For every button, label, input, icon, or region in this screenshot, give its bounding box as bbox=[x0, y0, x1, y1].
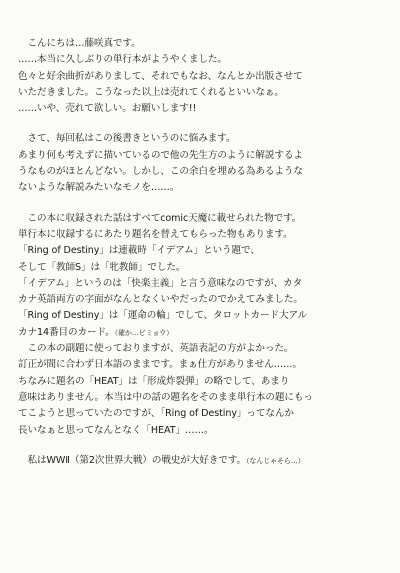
text-line: うなものがほとんどない。しかし、この余白を埋める為あるような bbox=[18, 166, 303, 178]
paragraph-titles bbox=[18, 211, 382, 341]
text-line: 訂正が間に合わず日本語のままです。まぁ仕方がありません……。 bbox=[18, 359, 303, 371]
paragraph-gap bbox=[18, 439, 382, 453]
paragraph-gap bbox=[18, 117, 382, 131]
text-line: あまり何も考えずに描いているので他の先生方のように解説するよ bbox=[18, 149, 303, 161]
paragraph-afterword bbox=[18, 131, 382, 196]
text-line: この本の副題に使っておりますが、英語表記の方がよかった。 bbox=[18, 343, 294, 355]
text-line-main: 私はWWⅡ（第2次世界大戦）の戦史が大好きです。 bbox=[18, 454, 246, 466]
text-line: さて、毎回私はこの後書きというのに悩みます。 bbox=[18, 133, 236, 145]
text-line: ちなみに題名の「HEAT」は「形成炸裂弾」の略でして、あまり bbox=[18, 375, 290, 387]
text-line: ……本当に久しぶりの単行本がようやくました。 bbox=[18, 54, 227, 66]
text-line: 「Ring of Destiny」は「運命の輪」でして、タロットカード大アル bbox=[18, 310, 308, 322]
text-line: カナ英語両方の字面がなんとなくいやだったのでかえてみました。 bbox=[18, 294, 303, 306]
paragraph-subtitle bbox=[18, 341, 382, 439]
paragraph-greeting bbox=[18, 36, 382, 117]
text-line: この本に収録された話はすべてcomic天魔に載せられた物です。 bbox=[18, 212, 302, 224]
text-line: 意味はありません。本当は中の話の題名をそのまま単行本の題にもっ bbox=[18, 391, 313, 403]
text-line: ないような解説みたいなモノを……。 bbox=[18, 182, 180, 194]
paragraph-ww2 bbox=[18, 453, 382, 469]
text-line: そして「教師S」は「牝教師」でした。 bbox=[18, 261, 186, 273]
text-line: 単行本に収録するにあたり題名を替えてもらった物もあります。 bbox=[18, 228, 293, 240]
afterword-text bbox=[18, 36, 382, 469]
paragraph-gap bbox=[18, 197, 382, 211]
text-line: ……いや、売れて欲しい。お願いします!! bbox=[18, 103, 197, 115]
text-line: てこようと思っていたのですが、「Ring of Destiny」ってなんか bbox=[18, 408, 294, 420]
text-line: 色々と好余曲折がありまして、それでもなお、なんとか出版させて bbox=[18, 70, 303, 82]
text-line: 「イデアム」というのは「快楽主義」と言う意味なのですが、カタ bbox=[18, 277, 303, 289]
text-line-with-aside bbox=[18, 325, 382, 341]
text-line: こんにちは…藤咲真です。 bbox=[18, 38, 141, 49]
text-line: いただきました。こうなった以上は売れてくれるといいなぁ。 bbox=[18, 86, 284, 98]
text-line: 長いなぁと思ってなんとなく「HEAT」……。 bbox=[18, 424, 214, 436]
text-line-main: カナ14番目のカード。 bbox=[18, 326, 115, 338]
text-line: 「Ring of Destiny」は連載時「イデアム」という題で、 bbox=[18, 245, 260, 257]
text-line-with-aside bbox=[18, 453, 382, 469]
aside-note: （なんじゃそら…） bbox=[246, 456, 305, 465]
aside-note: （確か…ビミョウ） bbox=[114, 328, 174, 337]
